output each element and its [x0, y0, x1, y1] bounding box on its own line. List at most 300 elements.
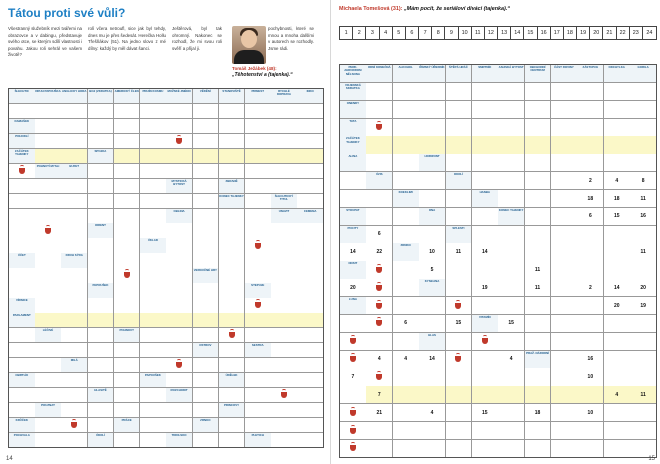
answer-cell[interactable] [551, 422, 577, 439]
answer-cell[interactable] [166, 119, 192, 133]
answer-cell[interactable] [114, 119, 140, 133]
answer-cell[interactable] [551, 386, 577, 403]
answer-cell[interactable] [166, 403, 192, 417]
answer-cell[interactable] [551, 208, 577, 225]
answer-cell[interactable] [446, 315, 472, 332]
answer-cell[interactable] [366, 136, 392, 153]
answer-cell[interactable] [61, 373, 87, 387]
answer-cell[interactable] [245, 373, 271, 387]
answer-cell[interactable] [551, 243, 577, 260]
answer-cell[interactable] [35, 358, 61, 372]
answer-cell[interactable] [140, 298, 166, 312]
answer-cell[interactable] [297, 164, 323, 178]
answer-cell[interactable] [166, 373, 192, 387]
answer-cell[interactable] [114, 104, 140, 118]
answer-cell[interactable] [446, 404, 472, 421]
answer-cell[interactable] [245, 418, 271, 432]
answer-cell[interactable] [193, 223, 219, 237]
answer-cell[interactable] [472, 243, 498, 260]
answer-cell[interactable] [271, 253, 297, 267]
answer-cell[interactable] [630, 226, 656, 243]
answer-cell[interactable] [419, 226, 445, 243]
answer-cell[interactable] [630, 422, 656, 439]
answer-cell[interactable] [193, 209, 219, 223]
answer-cell[interactable] [61, 238, 87, 252]
answer-cell[interactable] [245, 328, 271, 342]
answer-cell[interactable] [630, 101, 656, 118]
solution-cell[interactable] [166, 149, 192, 163]
answer-cell[interactable] [393, 351, 419, 368]
answer-cell[interactable] [604, 208, 630, 225]
answer-cell[interactable] [419, 368, 445, 385]
answer-cell[interactable] [604, 368, 630, 385]
answer-cell[interactable] [35, 373, 61, 387]
answer-cell[interactable] [630, 83, 656, 100]
answer-cell[interactable] [393, 136, 419, 153]
answer-cell[interactable] [166, 238, 192, 252]
answer-cell[interactable] [551, 83, 577, 100]
answer-cell[interactable] [366, 101, 392, 118]
answer-cell[interactable] [577, 351, 603, 368]
answer-cell[interactable] [604, 243, 630, 260]
answer-cell[interactable] [9, 223, 35, 237]
answer-cell[interactable] [114, 343, 140, 357]
answer-cell[interactable] [551, 351, 577, 368]
answer-cell[interactable] [88, 238, 114, 252]
answer-cell[interactable] [498, 226, 524, 243]
answer-cell[interactable] [166, 268, 192, 282]
answer-cell[interactable] [498, 351, 524, 368]
answer-cell[interactable] [551, 440, 577, 457]
answer-cell[interactable] [193, 298, 219, 312]
answer-cell[interactable] [340, 279, 366, 296]
answer-cell[interactable] [271, 119, 297, 133]
answer-cell[interactable] [340, 386, 366, 403]
answer-cell[interactable] [630, 190, 656, 207]
answer-cell[interactable] [446, 333, 472, 350]
solution-cell[interactable] [35, 149, 61, 163]
answer-cell[interactable] [114, 283, 140, 297]
answer-cell[interactable] [498, 333, 524, 350]
answer-cell[interactable] [193, 328, 219, 342]
answer-cell[interactable] [35, 104, 61, 118]
answer-cell[interactable] [88, 209, 114, 223]
answer-cell[interactable] [245, 179, 271, 193]
answer-cell[interactable] [498, 422, 524, 439]
answer-cell[interactable] [551, 226, 577, 243]
answer-cell[interactable] [419, 297, 445, 314]
answer-cell[interactable] [498, 83, 524, 100]
answer-cell[interactable] [140, 104, 166, 118]
answer-cell[interactable] [551, 279, 577, 296]
answer-cell[interactable] [193, 253, 219, 267]
answer-cell[interactable] [297, 179, 323, 193]
answer-cell[interactable] [219, 253, 245, 267]
answer-cell[interactable] [140, 223, 166, 237]
answer-cell[interactable] [472, 208, 498, 225]
answer-cell[interactable] [193, 194, 219, 208]
answer-cell[interactable] [61, 403, 87, 417]
answer-cell[interactable] [271, 418, 297, 432]
answer-cell[interactable] [193, 373, 219, 387]
answer-cell[interactable] [61, 209, 87, 223]
answer-cell[interactable] [498, 154, 524, 171]
answer-cell[interactable] [630, 154, 656, 171]
answer-cell[interactable] [525, 172, 551, 189]
answer-cell[interactable] [472, 422, 498, 439]
answer-cell[interactable] [577, 333, 603, 350]
answer-cell[interactable] [271, 238, 297, 252]
answer-cell[interactable] [297, 104, 323, 118]
answer-cell[interactable] [271, 298, 297, 312]
answer-cell[interactable] [271, 373, 297, 387]
answer-cell[interactable] [88, 268, 114, 282]
answer-cell[interactable] [419, 351, 445, 368]
answer-cell[interactable] [393, 172, 419, 189]
answer-cell[interactable] [114, 179, 140, 193]
answer-cell[interactable] [245, 358, 271, 372]
answer-cell[interactable] [297, 298, 323, 312]
answer-cell[interactable] [551, 136, 577, 153]
answer-cell[interactable] [630, 279, 656, 296]
solution-cell[interactable] [88, 313, 114, 327]
answer-cell[interactable] [577, 422, 603, 439]
answer-cell[interactable] [551, 297, 577, 314]
answer-cell[interactable] [419, 386, 445, 403]
answer-cell[interactable] [297, 418, 323, 432]
solution-cell[interactable] [245, 149, 271, 163]
answer-cell[interactable] [61, 283, 87, 297]
answer-cell[interactable] [419, 243, 445, 260]
answer-cell[interactable] [630, 119, 656, 136]
answer-cell[interactable] [366, 83, 392, 100]
answer-cell[interactable] [393, 101, 419, 118]
answer-cell[interactable] [577, 226, 603, 243]
answer-cell[interactable] [419, 172, 445, 189]
solution-cell[interactable] [297, 149, 323, 163]
answer-cell[interactable] [9, 238, 35, 252]
answer-cell[interactable] [88, 134, 114, 148]
answer-cell[interactable] [577, 101, 603, 118]
answer-cell[interactable] [193, 119, 219, 133]
answer-cell[interactable] [498, 101, 524, 118]
answer-cell[interactable] [114, 403, 140, 417]
answer-cell[interactable] [630, 440, 656, 457]
answer-cell[interactable] [61, 343, 87, 357]
answer-cell[interactable] [271, 223, 297, 237]
answer-cell[interactable] [9, 194, 35, 208]
answer-cell[interactable] [366, 386, 392, 403]
answer-cell[interactable] [419, 422, 445, 439]
answer-cell[interactable] [61, 328, 87, 342]
answer-cell[interactable] [604, 261, 630, 278]
answer-cell[interactable] [551, 154, 577, 171]
answer-cell[interactable] [35, 253, 61, 267]
answer-cell[interactable] [446, 190, 472, 207]
answer-cell[interactable] [551, 190, 577, 207]
answer-cell[interactable] [297, 238, 323, 252]
answer-cell[interactable] [630, 404, 656, 421]
answer-cell[interactable] [193, 433, 219, 447]
answer-cell[interactable] [35, 194, 61, 208]
answer-cell[interactable] [166, 253, 192, 267]
answer-cell[interactable] [604, 101, 630, 118]
answer-cell[interactable] [219, 119, 245, 133]
solution-cell[interactable] [166, 313, 192, 327]
answer-cell[interactable] [604, 226, 630, 243]
answer-cell[interactable] [88, 164, 114, 178]
answer-cell[interactable] [366, 440, 392, 457]
answer-cell[interactable] [219, 164, 245, 178]
answer-cell[interactable] [114, 433, 140, 447]
answer-cell[interactable] [551, 404, 577, 421]
answer-cell[interactable] [498, 386, 524, 403]
answer-cell[interactable] [35, 238, 61, 252]
answer-cell[interactable] [88, 104, 114, 118]
answer-cell[interactable] [61, 104, 87, 118]
answer-cell[interactable] [35, 343, 61, 357]
answer-cell[interactable] [219, 134, 245, 148]
solution-cell[interactable] [61, 149, 87, 163]
answer-cell[interactable] [88, 194, 114, 208]
solution-cell[interactable] [297, 313, 323, 327]
answer-cell[interactable] [271, 343, 297, 357]
answer-cell[interactable] [166, 298, 192, 312]
answer-cell[interactable] [498, 297, 524, 314]
answer-cell[interactable] [297, 328, 323, 342]
solution-cell[interactable] [219, 149, 245, 163]
answer-cell[interactable] [630, 368, 656, 385]
answer-cell[interactable] [193, 134, 219, 148]
answer-cell[interactable] [88, 298, 114, 312]
answer-cell[interactable] [498, 261, 524, 278]
answer-cell[interactable] [140, 328, 166, 342]
answer-cell[interactable] [219, 298, 245, 312]
answer-cell[interactable] [577, 154, 603, 171]
solution-cell[interactable] [271, 313, 297, 327]
answer-cell[interactable] [630, 297, 656, 314]
answer-cell[interactable] [88, 403, 114, 417]
answer-cell[interactable] [419, 136, 445, 153]
answer-cell[interactable] [61, 433, 87, 447]
answer-cell[interactable] [604, 119, 630, 136]
answer-cell[interactable] [472, 279, 498, 296]
answer-cell[interactable] [525, 261, 551, 278]
answer-cell[interactable] [61, 388, 87, 402]
answer-cell[interactable] [604, 333, 630, 350]
answer-cell[interactable] [393, 315, 419, 332]
answer-cell[interactable] [114, 253, 140, 267]
answer-cell[interactable] [193, 403, 219, 417]
answer-cell[interactable] [630, 351, 656, 368]
answer-cell[interactable] [472, 101, 498, 118]
answer-cell[interactable] [525, 101, 551, 118]
answer-cell[interactable] [577, 368, 603, 385]
answer-cell[interactable] [297, 433, 323, 447]
answer-cell[interactable] [114, 209, 140, 223]
answer-cell[interactable] [9, 268, 35, 282]
answer-cell[interactable] [297, 268, 323, 282]
answer-cell[interactable] [551, 368, 577, 385]
answer-cell[interactable] [219, 343, 245, 357]
answer-cell[interactable] [340, 368, 366, 385]
answer-cell[interactable] [88, 373, 114, 387]
answer-cell[interactable] [297, 253, 323, 267]
answer-cell[interactable] [271, 164, 297, 178]
answer-cell[interactable] [498, 315, 524, 332]
answer-cell[interactable] [219, 223, 245, 237]
answer-cell[interactable] [393, 440, 419, 457]
answer-cell[interactable] [604, 136, 630, 153]
answer-cell[interactable] [114, 238, 140, 252]
answer-cell[interactable] [271, 283, 297, 297]
answer-cell[interactable] [604, 172, 630, 189]
answer-cell[interactable] [525, 136, 551, 153]
answer-cell[interactable] [140, 134, 166, 148]
answer-cell[interactable] [577, 190, 603, 207]
answer-cell[interactable] [297, 119, 323, 133]
answer-cell[interactable] [446, 83, 472, 100]
answer-cell[interactable] [9, 388, 35, 402]
answer-cell[interactable] [35, 388, 61, 402]
answer-cell[interactable] [166, 104, 192, 118]
answer-cell[interactable] [446, 154, 472, 171]
answer-cell[interactable] [88, 179, 114, 193]
answer-cell[interactable] [366, 208, 392, 225]
answer-cell[interactable] [88, 253, 114, 267]
answer-cell[interactable] [419, 190, 445, 207]
answer-cell[interactable] [604, 440, 630, 457]
answer-cell[interactable] [140, 283, 166, 297]
answer-cell[interactable] [35, 134, 61, 148]
answer-cell[interactable] [35, 283, 61, 297]
answer-cell[interactable] [393, 333, 419, 350]
answer-cell[interactable] [498, 136, 524, 153]
answer-cell[interactable] [166, 223, 192, 237]
answer-cell[interactable] [297, 358, 323, 372]
answer-cell[interactable] [525, 315, 551, 332]
answer-cell[interactable] [340, 172, 366, 189]
answer-cell[interactable] [166, 283, 192, 297]
answer-cell[interactable] [114, 164, 140, 178]
answer-cell[interactable] [525, 440, 551, 457]
answer-cell[interactable] [577, 136, 603, 153]
answer-cell[interactable] [35, 119, 61, 133]
answer-cell[interactable] [140, 119, 166, 133]
answer-cell[interactable] [525, 279, 551, 296]
answer-cell[interactable] [577, 261, 603, 278]
answer-cell[interactable] [9, 403, 35, 417]
answer-cell[interactable] [446, 261, 472, 278]
answer-cell[interactable] [393, 208, 419, 225]
answer-cell[interactable] [525, 386, 551, 403]
answer-cell[interactable] [114, 373, 140, 387]
answer-cell[interactable] [245, 164, 271, 178]
answer-cell[interactable] [114, 194, 140, 208]
answer-cell[interactable] [61, 268, 87, 282]
answer-cell[interactable] [577, 297, 603, 314]
answer-cell[interactable] [140, 209, 166, 223]
answer-cell[interactable] [604, 422, 630, 439]
answer-cell[interactable] [525, 154, 551, 171]
answer-cell[interactable] [577, 386, 603, 403]
answer-cell[interactable] [366, 154, 392, 171]
answer-cell[interactable] [525, 83, 551, 100]
solution-cell[interactable] [35, 313, 61, 327]
answer-cell[interactable] [219, 104, 245, 118]
answer-cell[interactable] [393, 279, 419, 296]
answer-cell[interactable] [366, 404, 392, 421]
answer-cell[interactable] [525, 404, 551, 421]
answer-cell[interactable] [219, 358, 245, 372]
answer-cell[interactable] [472, 368, 498, 385]
answer-cell[interactable] [114, 223, 140, 237]
answer-cell[interactable] [525, 333, 551, 350]
answer-cell[interactable] [604, 404, 630, 421]
answer-cell[interactable] [271, 134, 297, 148]
answer-cell[interactable] [35, 268, 61, 282]
answer-cell[interactable] [219, 238, 245, 252]
answer-cell[interactable] [114, 134, 140, 148]
answer-cell[interactable] [271, 328, 297, 342]
answer-cell[interactable] [630, 243, 656, 260]
answer-cell[interactable] [472, 386, 498, 403]
answer-cell[interactable] [114, 388, 140, 402]
answer-cell[interactable] [9, 179, 35, 193]
answer-cell[interactable] [525, 243, 551, 260]
answer-cell[interactable] [366, 190, 392, 207]
answer-cell[interactable] [140, 418, 166, 432]
answer-cell[interactable] [35, 433, 61, 447]
answer-cell[interactable] [604, 279, 630, 296]
answer-cell[interactable] [245, 209, 271, 223]
answer-cell[interactable] [297, 223, 323, 237]
answer-cell[interactable] [366, 243, 392, 260]
answer-cell[interactable] [604, 154, 630, 171]
answer-cell[interactable] [245, 253, 271, 267]
answer-cell[interactable] [472, 404, 498, 421]
answer-cell[interactable] [525, 368, 551, 385]
answer-cell[interactable] [193, 358, 219, 372]
answer-cell[interactable] [219, 418, 245, 432]
solution-cell[interactable] [61, 313, 87, 327]
answer-cell[interactable] [630, 208, 656, 225]
solution-cell[interactable] [114, 149, 140, 163]
answer-cell[interactable] [630, 386, 656, 403]
answer-cell[interactable] [525, 208, 551, 225]
answer-cell[interactable] [393, 119, 419, 136]
answer-cell[interactable] [297, 343, 323, 357]
crossword-grid-right[interactable] [339, 64, 657, 458]
answer-cell[interactable] [472, 172, 498, 189]
answer-cell[interactable] [245, 403, 271, 417]
answer-cell[interactable] [140, 433, 166, 447]
answer-cell[interactable] [35, 179, 61, 193]
answer-cell[interactable] [61, 134, 87, 148]
solution-cell[interactable] [219, 313, 245, 327]
answer-cell[interactable] [340, 315, 366, 332]
answer-cell[interactable] [577, 279, 603, 296]
answer-cell[interactable] [193, 238, 219, 252]
answer-cell[interactable] [498, 119, 524, 136]
answer-cell[interactable] [472, 154, 498, 171]
answer-cell[interactable] [114, 358, 140, 372]
answer-cell[interactable] [166, 418, 192, 432]
answer-cell[interactable] [446, 119, 472, 136]
answer-cell[interactable] [577, 243, 603, 260]
answer-cell[interactable] [577, 315, 603, 332]
answer-cell[interactable] [630, 172, 656, 189]
